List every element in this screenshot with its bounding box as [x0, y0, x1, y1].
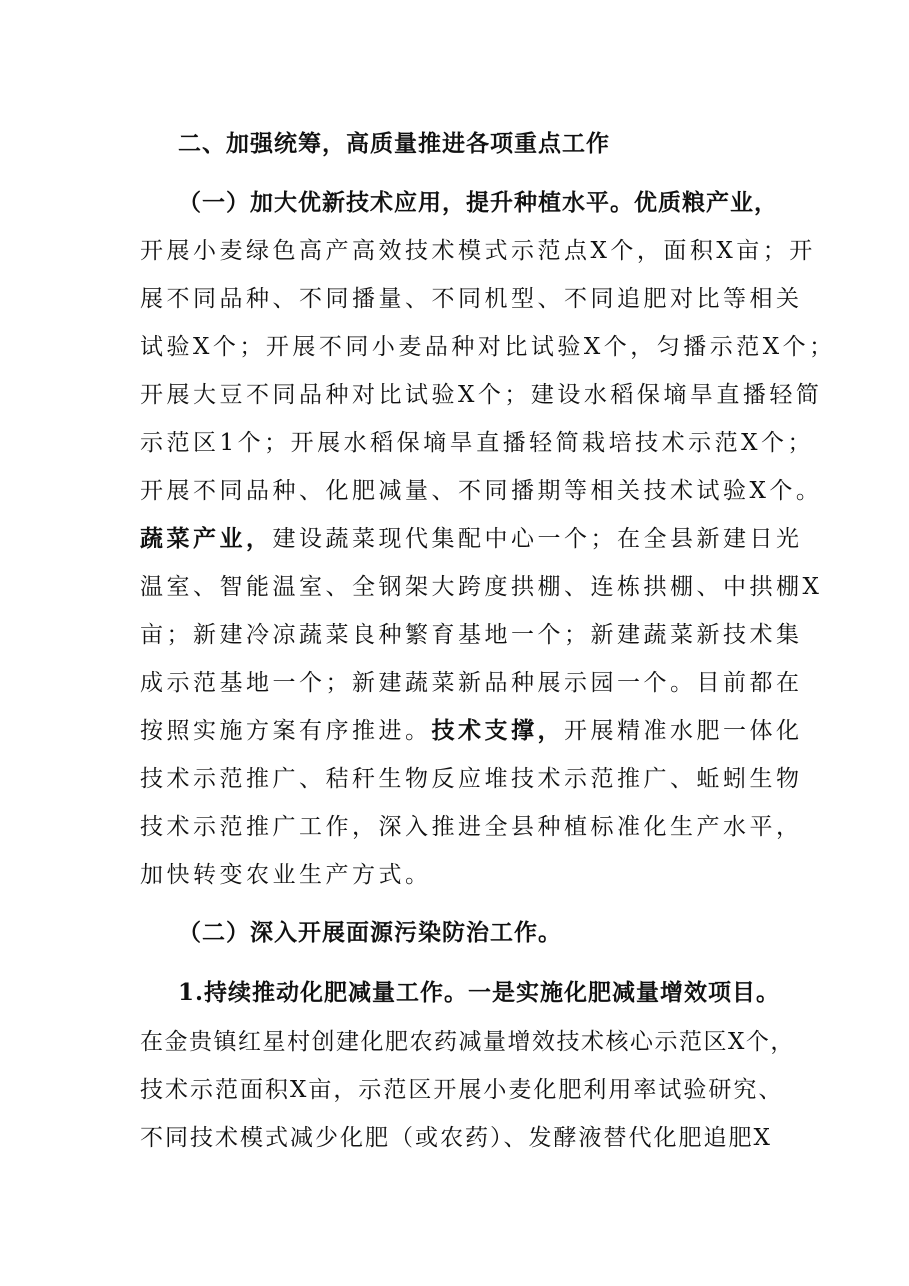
paragraph-line	[178, 188, 778, 218]
paragraph-line: 亩；新建冷凉蔬菜良种繁育基地一个；新建蔬菜新技术集	[140, 622, 803, 648]
paragraph-line: 展不同品种、不同播量、不同机型、不同追肥对比等相关	[140, 286, 803, 312]
paragraph-line: 示范区1个；开展水稻保墒旱直播轻简栽培技术示范X个；	[140, 430, 815, 456]
paragraph-line: 开展大豆不同品种对比试验X个；建设水稻保墒旱直播轻简	[140, 382, 823, 408]
paragraph-text: 建设蔬菜现代集配中心一个；在全县新建日光	[272, 526, 803, 552]
paragraph-line	[140, 716, 803, 746]
vegetable-industry-label: 蔬菜产业，	[140, 525, 273, 552]
grain-industry-label: 优质粮产业，	[634, 189, 778, 216]
paragraph-text: 开展精准水肥一体化	[564, 718, 803, 744]
paragraph-line: 技术示范推广、秸秆生物反应堆技术示范推广、蚯蚓生物	[140, 766, 803, 792]
subsection-title: （二）深入开展面源污染防治工作。	[178, 919, 562, 946]
paragraph-line: 加快转变农业生产方式。	[140, 862, 432, 888]
paragraph-line: 不同技术模式减少化肥（或农药）、发酵液替代化肥追肥X	[140, 1125, 772, 1151]
paragraph-line: 技术示范面积X亩，示范区开展小麦化肥利用率试验研究、	[140, 1077, 784, 1103]
section-heading: 二、加强统筹，高质量推进各项重点工作	[178, 130, 610, 157]
paragraph-line: 开展小麦绿色高产高效技术模式示范点X个，面积X亩；开	[140, 238, 816, 264]
paragraph-line: 开展不同品种、化肥减量、不同播期等相关技术试验X个。	[140, 478, 823, 504]
subsection-title: （一）加大优新技术应用，提升种植水平。	[178, 189, 634, 216]
paragraph-line: 试验X个；开展不同小麦品种对比试验X个，匀播示范X个；	[140, 334, 836, 360]
paragraph-line	[140, 524, 803, 554]
paragraph-text: 按照实施方案有序推进。	[140, 718, 432, 744]
paragraph-line: 成示范基地一个；新建蔬菜新品种展示园一个。目前都在	[140, 670, 803, 696]
paragraph-line: 在金贵镇红星村创建化肥农药减量增效技术核心示范区X个，	[140, 1029, 795, 1055]
paragraph-line: 温室、智能温室、全钢架大跨度拱棚、连栋拱棚、中拱棚X	[140, 574, 823, 600]
paragraph-line: 技术示范推广工作，深入推进全县种植标准化生产水平，	[140, 814, 803, 840]
item-title: 1.持续推动化肥减量工作。一是实施化肥减量增效项目。	[178, 979, 781, 1006]
tech-support-label: 技术支撑，	[431, 717, 564, 744]
